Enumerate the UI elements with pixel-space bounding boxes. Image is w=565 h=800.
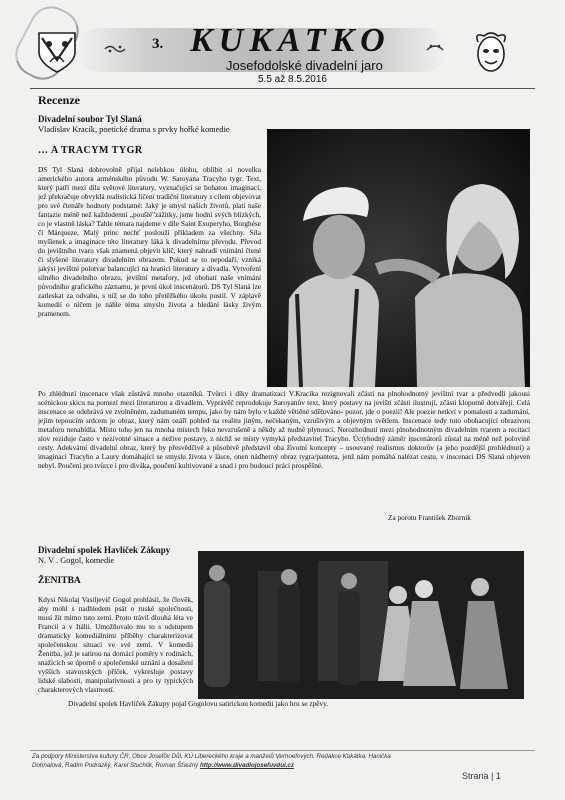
footer-credits-text: Za podpory Ministerstva kultury ČR, Obce Josefův Důl, KÚ Libereckého kraje a manželů Verhoefových. Redakce Kukátka: Hanička Dohnalová, Radim Podrazký, Karel Stuchlík, Roman Šťastný bbox=[32, 753, 391, 769]
footer-divider bbox=[30, 750, 535, 751]
festival-dates: 5.5 až 8.5.2016 bbox=[258, 74, 327, 85]
footer-credits bbox=[32, 753, 412, 771]
header-divider bbox=[30, 88, 535, 89]
review1-ensemble: Divadelní soubor Tyl Slaná bbox=[38, 114, 142, 124]
review1-title: … A TRACYM TYGR bbox=[38, 145, 143, 156]
review2-photo bbox=[198, 551, 524, 699]
section-title: Recenze bbox=[38, 93, 80, 107]
review1-photo bbox=[267, 129, 530, 387]
ornament-icon bbox=[426, 42, 444, 52]
review2-title: ŽENITBA bbox=[38, 576, 81, 586]
festival-name: Josefodolské divadelní jaro bbox=[226, 58, 383, 73]
review1-body-wide: Po zhlédnutí inscenace však zůstává mnoho otazníků. Tvůrci i díky dramatizaci V.Kracíka rezignovali zčásti na plnohodnotný jevištní tvar a předvedli jakousi scénickou skicu na pomezí mezi literaturou a divadlem. Vyprávěč reprodukuje Saroyanův text, který postavy na jevišti zčásti ilustrují, zčásti klopotně dotvářejí. Celá inscenace se odehrává ve zvolněném, zadumaném tempu, jako by nám bylo v každé větiěné sdělováno- pozor, jde o poezii! Ale poezie netkví v pomalosti a zadumání, jejím tepoucím srdcem je obraz, který nám ozáří pohled na realitu jiným, nečekaným, vzrušivým a objevným světlem. Inscenace tedy tuto obohacující obrazivou metaforu nenabídla. Místo toho jen na mnoha místech řeku nevzrušeně a někdy až nudně plynoucí. Nerozhodnutí mezi plnohodnotným divadelním tvarem a recitací slov reziduje často v nezivotné situace a nežive postavy, z nichž se místy vymyká představitel Tracyho. Úctyhodný záměr inscenátorů zůstal na méně než polovině cesty. Adekvátní divadelní obraz, který by přesvědčivě a působivě představil oba životní koncepty – usouvaný realismus doktorův (a jeho pozdější prohlédnutí) a imaginaci Tracyho a Laury domáhající se smyslu života v lásce, onen nádherný obraz tygra/pantera, jenž nám pomáhá nalézat cestu, v inscenaci DS Slaná objeven nebyl. Poučení pro tvůrce i pro diváka, poučení kultivované a snad i pro budoucí práci prospěšné. bbox=[38, 390, 530, 470]
review2-ensemble: Divadelní spolek Havlíček Zákupy bbox=[38, 545, 171, 555]
footer-website-link[interactable]: http://www.divadlojosefuvdul.cz bbox=[199, 761, 294, 769]
review1-signature: Za porotu František Zbornik bbox=[388, 513, 471, 522]
review2-body-narrow: Kdysi Nikolaj Vasiljevič Gogol prohlásil, že člověk, aby mohl s nadhledem psát o ruské společnosti, musí žít mimo tuto zemi. Proto trávil dlouhá léta ve Francii a v Itálii. Umožňovalo mu to s odstupem dramaticky komediálními příběhy charakterizovat společenskou situaci ve své zemi. V komedii Ženitba, jež je satirou na domácí poměry v rodinách, snažících se úporně o společenské uznání a dosažení vyšších stavovských příček, vykresluje postavy lidské slabosti, manipulativnosti a pro ty typických charakterových vlastností. bbox=[38, 596, 193, 694]
page-number: Strana | 1 bbox=[462, 771, 501, 781]
review2-closing: Divadelní spolek Havlíček Zákupy pojal Gogolovu satirickou komedii jako hru se zpěvy. bbox=[68, 700, 329, 708]
review1-body-narrow: DS Tyl Slaná dobrovolně přijal nelehkou úlohu, oblíbit si novelku amerického autora arménského původu W. Saroyana Tracyho tygr. Text, který patří mezi díla světové literatury, vyznačující se bohatou imaginací, jež překračuje obvyklá realistická líčení tradiční literatury s cílem objevovat pro své čtenáře hodnoty podstatné: Jaký je smysl našich životů, platí naše fantazie méně než každodenní „poušlé"zážitky, jsme hodní svých blízkých, co je vlastně láska? Tahle témata najdeme v díle Saint Exuperyho, Borghése či Márqueze, Malý princ nechť poslouží příkladem za všechny. Síla myšlenek a imaginace této literatury láká k divadelnímu převodu. Převod do jevištního tvaru však znamená objevit klíč, který nahradí vnímání čtené či slyšené literatury divadelním obrazem. Pokud se to nepodaří, vzniká jakýsi jevištní polotvar balancující na hranici literatury a divadla. Vytvoření silného divadelního obrazu, jevištní metafory, jež obohatí naše vnímání původního grafického záznamu, je první úkol inscenátorů. DS Tyl Slaná lze zatleskat za odvahu, s níž se do toho přetěžkého úkolu pustil. V záplavě komedií o ničem je náhle téma smyslu života a hledání lásky živým pramenem. bbox=[38, 166, 261, 318]
review2-body-wide bbox=[38, 700, 530, 736]
municipal-shield-icon bbox=[36, 30, 78, 74]
theatre-mask-icon bbox=[470, 30, 512, 76]
review2-author: N. V . Gogol, komedie bbox=[38, 556, 115, 565]
review1-author: Vladislav Kracík, poetické drama s prvky hořké komedie bbox=[38, 125, 230, 134]
ornament-icon bbox=[104, 44, 126, 54]
issue-number: 3. bbox=[152, 36, 164, 52]
masthead-title: KUKATKO bbox=[190, 22, 391, 59]
